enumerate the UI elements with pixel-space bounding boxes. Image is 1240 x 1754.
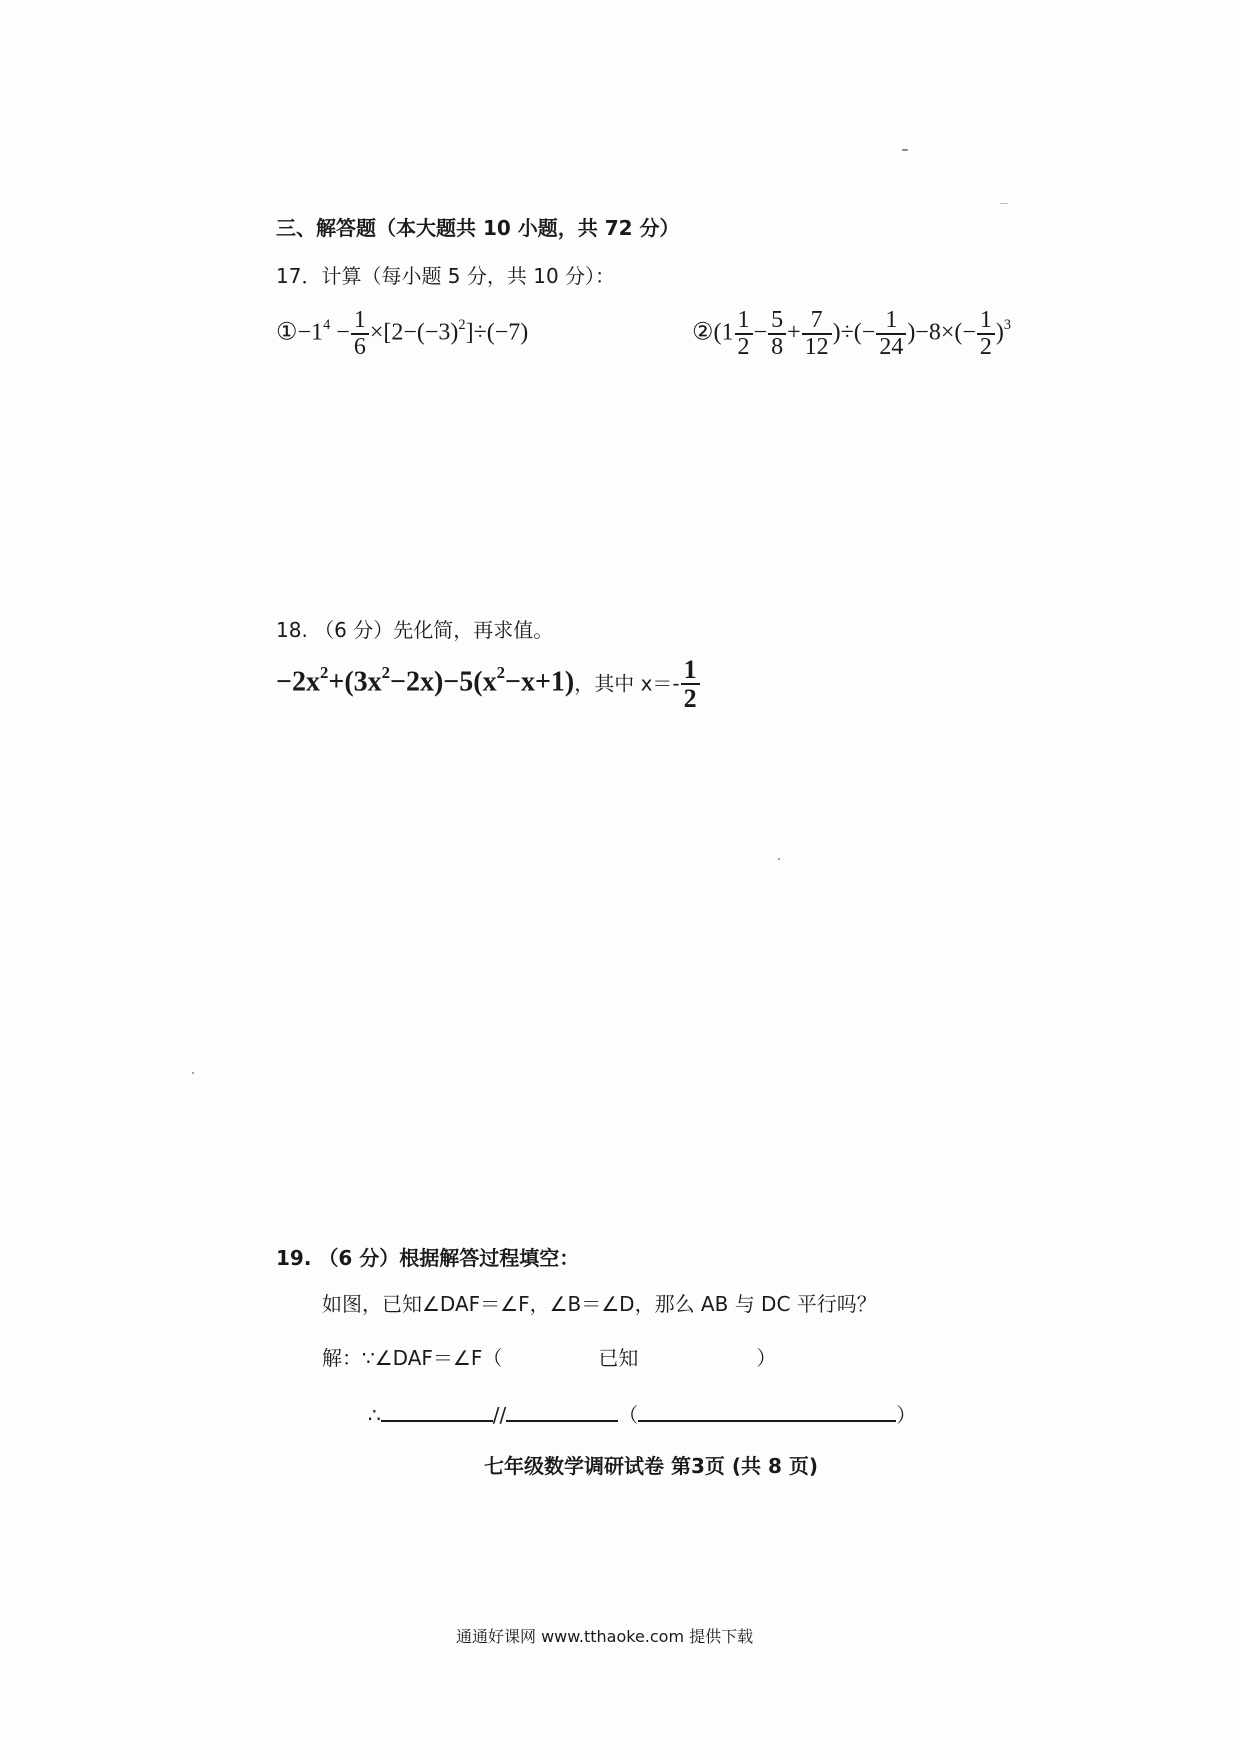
- download-watermark: 通通好课网 www.tthaoke.com 提供下载: [456, 1627, 754, 1646]
- answer-blank-2[interactable]: [506, 1394, 618, 1422]
- fraction-numerator: 1: [351, 308, 369, 335]
- page-footer: 七年级数学调研试卷 第3页 (共 8 页): [484, 1454, 818, 1478]
- fraction-denominator: 2: [979, 334, 992, 361]
- reason-close: ）: [896, 1403, 917, 1427]
- solution-label: 解：: [322, 1346, 362, 1370]
- expr-text: ×[2−(−3): [369, 319, 459, 346]
- section-heading: 三、解答题（本大题共 10 小题，共 72 分）: [276, 216, 680, 240]
- question-18-expression: [276, 656, 701, 713]
- question-18-title: 18. （6 分）先化简，再求值。: [276, 618, 554, 642]
- expr-text: )−8×(−: [907, 319, 976, 346]
- question-19-title: 19. （6 分）根据解答过程填空：: [276, 1246, 580, 1270]
- exponent: 2: [496, 663, 505, 683]
- expr-text: −2x: [276, 666, 320, 698]
- solution-statement: ∵∠DAF＝∠F（: [362, 1346, 503, 1370]
- fraction-numerator: 1: [735, 308, 753, 335]
- question-19-prompt: 如图，已知∠DAF＝∠F，∠B＝∠D，那么 AB 与 DC 平行吗？: [322, 1292, 877, 1316]
- exponent: 2: [458, 316, 466, 333]
- question-19-solution-line: [322, 1342, 776, 1371]
- question-17-part-2: [692, 308, 1011, 360]
- expr-text: )÷(−: [832, 319, 876, 346]
- scan-speck: [902, 149, 908, 151]
- exponent: 2: [381, 663, 391, 683]
- part-2-marker: ②: [692, 319, 714, 346]
- fraction: [977, 308, 995, 360]
- fraction-denominator: 24: [879, 334, 904, 361]
- fraction: [876, 308, 906, 360]
- fraction-numerator: 1: [876, 308, 906, 335]
- expr-text: −: [336, 319, 350, 346]
- question-19-fill-line: [368, 1394, 916, 1428]
- answer-blank-1[interactable]: [381, 1394, 493, 1422]
- solution-reason: 已知: [598, 1346, 639, 1370]
- fraction: [768, 308, 786, 360]
- reason-open: （: [618, 1403, 639, 1427]
- question-17-title: 17．计算（每小题 5 分，共 10 分）：: [276, 264, 616, 288]
- fraction-numerator: 7: [802, 308, 832, 335]
- fraction-denominator: 6: [353, 334, 366, 361]
- expr-text: +: [787, 319, 801, 346]
- part-1-marker: ①: [276, 319, 298, 346]
- expr-text: (1: [713, 319, 734, 346]
- expr-text: ]÷(−7): [465, 319, 529, 346]
- exponent: 3: [1003, 316, 1012, 333]
- expr-text: −2x)−5(x: [390, 666, 497, 698]
- fraction-numerator: 1: [681, 656, 700, 685]
- fraction-numerator: 5: [768, 308, 786, 335]
- expr-condition: ，其中 x＝-: [574, 671, 680, 696]
- fraction-denominator: 2: [737, 334, 750, 361]
- fraction-denominator: 2: [683, 684, 697, 714]
- fraction: [681, 656, 700, 713]
- fraction: [802, 308, 832, 360]
- therefore-symbol: ∴: [368, 1403, 381, 1427]
- exponent: 2: [319, 663, 329, 683]
- expr-text: +(3x: [328, 666, 382, 698]
- scan-speck: [192, 1072, 194, 1074]
- solution-close: ）: [756, 1346, 777, 1370]
- fraction-denominator: 8: [771, 334, 784, 361]
- expr-text: −1: [297, 319, 324, 346]
- expr-text: −x+1): [504, 666, 575, 698]
- question-17-part-1: [276, 308, 528, 360]
- fraction: [351, 308, 369, 360]
- expr-text: −: [753, 319, 768, 346]
- answer-blank-reason[interactable]: [638, 1394, 896, 1422]
- scan-speck: [778, 858, 780, 860]
- expr-text: ): [995, 319, 1004, 346]
- fraction-numerator: 1: [977, 308, 995, 335]
- exponent: 4: [323, 316, 331, 333]
- fraction: [735, 308, 753, 360]
- parallel-symbol: //: [492, 1403, 507, 1427]
- fraction-denominator: 12: [804, 334, 829, 361]
- scan-speck: [1000, 203, 1008, 204]
